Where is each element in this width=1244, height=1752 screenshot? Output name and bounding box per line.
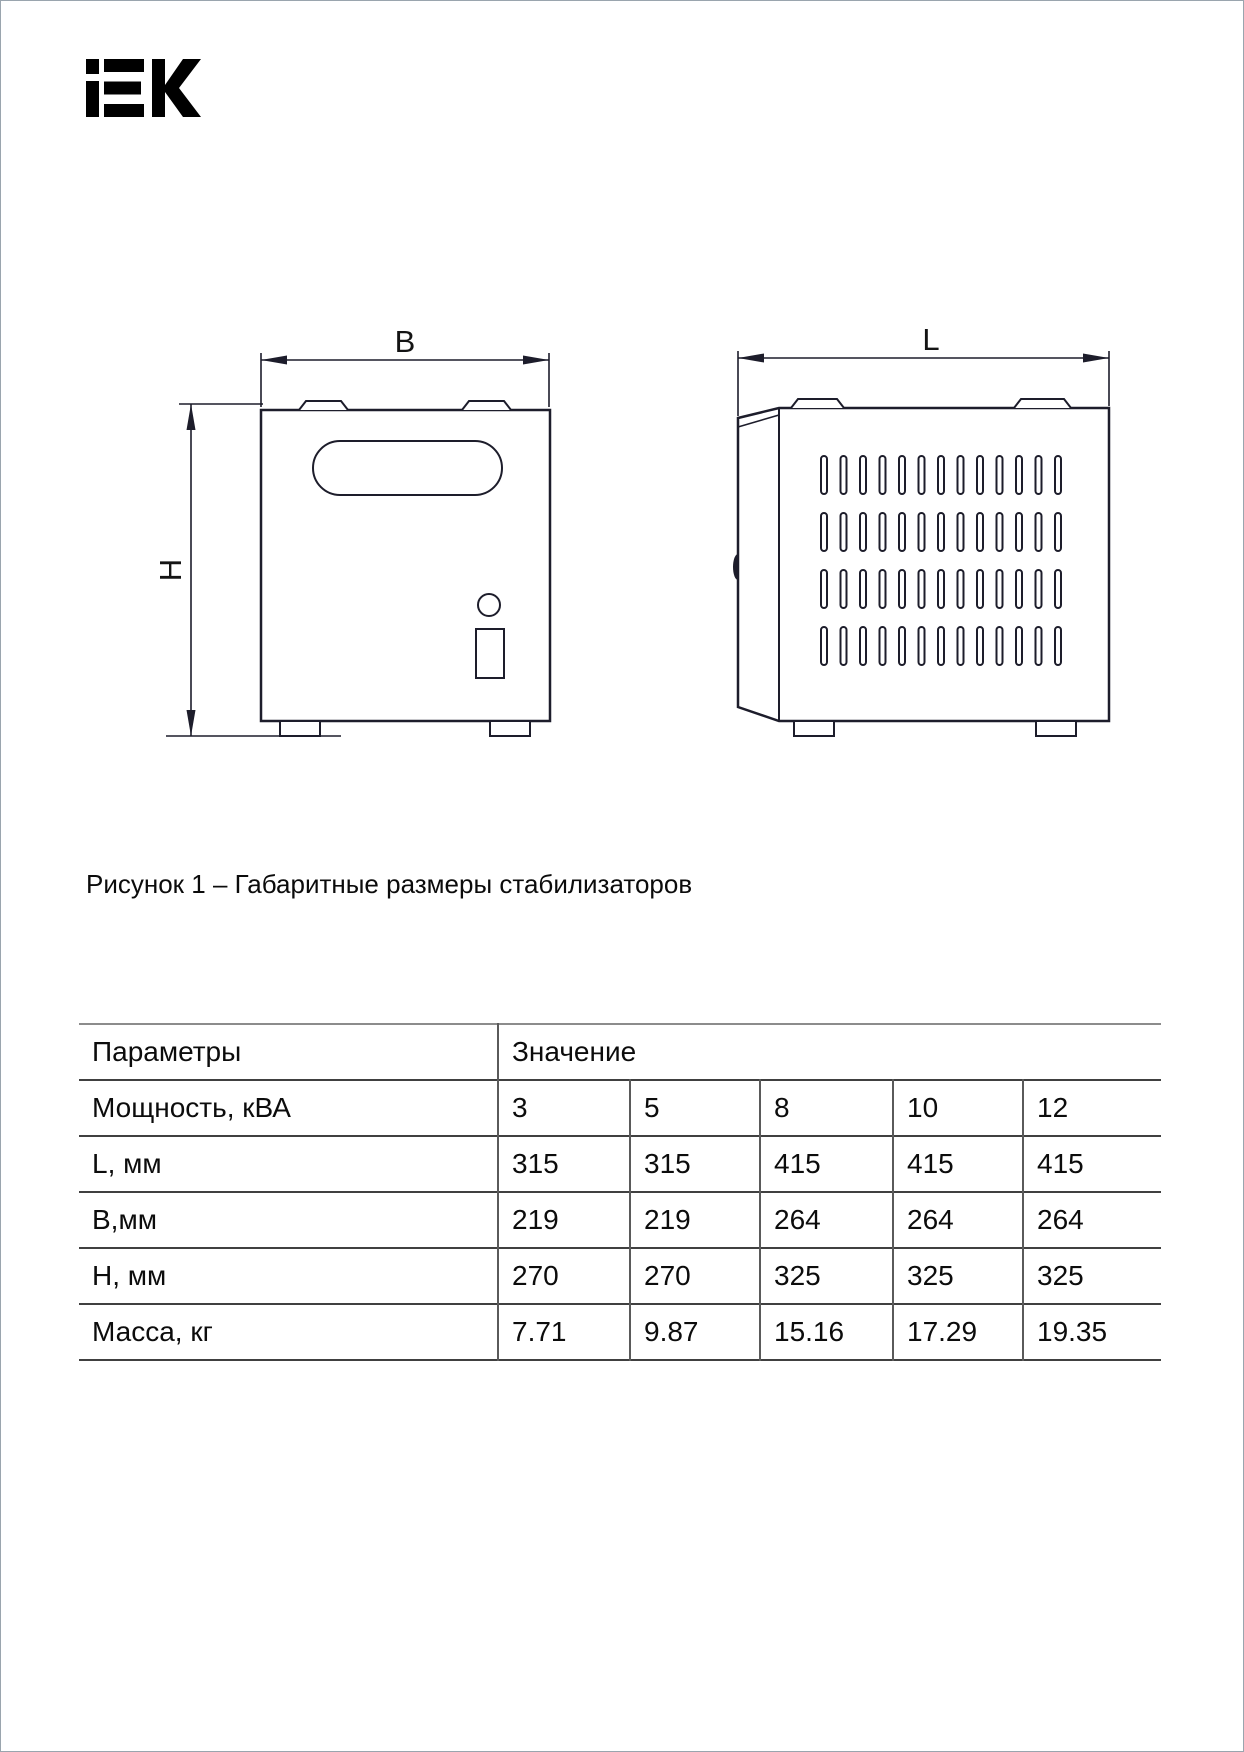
- front-view-body: [261, 410, 550, 721]
- dimension-label-l: L: [922, 322, 940, 357]
- table-cell: 5: [630, 1080, 760, 1136]
- foot: [490, 721, 530, 736]
- top-tab: [299, 401, 348, 410]
- table-cell: 219: [498, 1192, 630, 1248]
- foot: [794, 721, 834, 736]
- table-cell: 264: [1023, 1192, 1161, 1248]
- row-label: В,мм: [92, 1204, 157, 1235]
- table-row: [79, 1136, 1161, 1192]
- table-cell: 15.16: [760, 1304, 893, 1360]
- table-cell: 19.35: [1023, 1304, 1161, 1360]
- side-view-drawing: [733, 322, 1109, 736]
- table-header-row: [79, 1024, 1161, 1080]
- iek-logo: [86, 59, 201, 117]
- table-cell: 415: [1023, 1136, 1161, 1192]
- dimension-drawings: [1, 281, 1244, 791]
- foot: [1036, 721, 1076, 736]
- table-cell: 415: [760, 1136, 893, 1192]
- table-cell: 219: [630, 1192, 760, 1248]
- table-header-parameters: Параметры: [92, 1036, 242, 1067]
- side-view-body: [738, 408, 1109, 721]
- table-cell: 9.87: [630, 1304, 760, 1360]
- front-view-drawing: [153, 324, 550, 736]
- top-tab: [1014, 399, 1071, 408]
- row-label: L, мм: [92, 1148, 162, 1179]
- table-cell: 3: [498, 1080, 630, 1136]
- figure-caption: Рисунок 1 – Габаритные размеры стабилизаторов: [86, 869, 693, 899]
- foot: [280, 721, 320, 736]
- table-cell: 315: [498, 1136, 630, 1192]
- table-cell: 270: [498, 1248, 630, 1304]
- table-cell: 325: [893, 1248, 1023, 1304]
- dimension-label-b: B: [394, 324, 416, 359]
- table-cell: 415: [893, 1136, 1023, 1192]
- dimension-label-h: H: [153, 558, 188, 582]
- table-cell: 12: [1023, 1080, 1161, 1136]
- table-cell: 264: [760, 1192, 893, 1248]
- dimensions-table: [79, 1023, 1161, 1361]
- table-row: [79, 1080, 1161, 1136]
- table-cell: 270: [630, 1248, 760, 1304]
- table-row: [79, 1192, 1161, 1248]
- top-tab: [462, 401, 511, 410]
- edge-bump: [733, 554, 738, 580]
- table-cell: 315: [630, 1136, 760, 1192]
- table-cell: 7.71: [498, 1304, 630, 1360]
- table-cell: 264: [893, 1192, 1023, 1248]
- row-label: Мощность, кВА: [92, 1092, 291, 1123]
- table-row: [79, 1304, 1161, 1360]
- table-cell: 8: [760, 1080, 893, 1136]
- row-label: Н, мм: [92, 1260, 167, 1291]
- table-cell: 325: [760, 1248, 893, 1304]
- top-tab: [791, 399, 844, 408]
- table-cell: 10: [893, 1080, 1023, 1136]
- table-cell: 325: [1023, 1248, 1161, 1304]
- table-cell: 17.29: [893, 1304, 1023, 1360]
- table-header-value: Значение: [498, 1024, 1161, 1080]
- table-row: [79, 1248, 1161, 1304]
- row-label: Масса, кг: [92, 1316, 213, 1347]
